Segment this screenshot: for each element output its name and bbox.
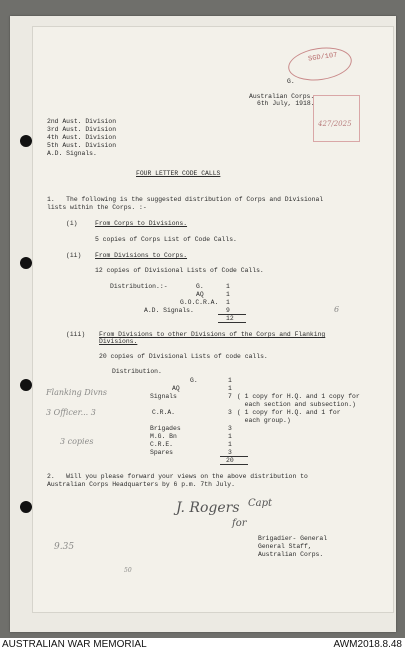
sign-block-line-2: General Staff, xyxy=(258,543,312,550)
para2-line1: 2. Will you please forward your views on the above distribution to xyxy=(47,473,308,480)
punch-hole-2 xyxy=(20,257,32,269)
header-date: 6th July, 1918. xyxy=(257,100,315,107)
section-iii-total: 20 xyxy=(226,457,234,464)
section-ii-heading: From Divisions to Corps. xyxy=(95,252,188,259)
section-iii-heading-1: From Divisions to other Divisions of the Corps and Flanking xyxy=(99,331,326,338)
section-i-text: 5 copies of Corps List of Code Calls. xyxy=(95,236,237,243)
section-iii-row-value: 3 xyxy=(228,409,232,416)
section-ii-number: (ii) xyxy=(66,252,82,259)
handwritten-folio: 9.35 xyxy=(54,542,75,552)
signature-rank: Capt xyxy=(248,498,273,509)
handwritten-page: 50 xyxy=(124,567,132,574)
distribution-line-2: 3rd Aust. Division xyxy=(47,126,117,133)
header-corps: Australian Corps. xyxy=(249,93,315,100)
section-ii-row-key: A.D. Signals. xyxy=(144,307,194,314)
section-iii-row-note: each section and subsection.) xyxy=(237,401,356,408)
section-iii-row-value: 3 xyxy=(228,425,232,432)
footer-accession-number: AWM2018.8.48 xyxy=(333,639,402,650)
footer-bar xyxy=(0,638,405,653)
section-ii-row-value: 1 xyxy=(226,283,230,290)
section-iii-row-note: each group.) xyxy=(237,417,291,424)
section-iii-row-key: C.R.E. xyxy=(150,441,174,448)
section-ii-row-value: 1 xyxy=(226,299,230,306)
total-rule xyxy=(220,464,248,465)
para1-line1: 1. The following is the suggested distribution of Corps and Divisional xyxy=(47,196,324,203)
section-iii-row-key: Signals xyxy=(150,393,177,400)
distribution-line-5: A.D. Signals. xyxy=(47,150,97,157)
section-i-number: (i) xyxy=(66,220,78,227)
footer-institution: AUSTRALIAN WAR MEMORIAL xyxy=(2,639,147,650)
handwritten-note: 3 Officer... 3 xyxy=(46,408,96,417)
received-stamp xyxy=(313,95,360,142)
section-iii-row-value: 7 xyxy=(228,393,232,400)
section-iii-row-key: AQ xyxy=(172,385,180,392)
section-ii-row-value: 1 xyxy=(226,291,230,298)
section-iii-row-note: ( 1 copy for H.Q. and 1 for xyxy=(237,409,341,416)
distribution-line-4: 5th Aust. Division xyxy=(47,142,117,149)
section-i-heading: From Corps to Divisions. xyxy=(95,220,188,227)
stamp-ref: 427/2025 xyxy=(318,120,352,128)
section-iii-text: 20 copies of Divisional Lists of code calls. xyxy=(99,353,268,360)
section-ii-row-key: G. xyxy=(196,283,204,290)
distribution-line-1: 2nd Aust. Division xyxy=(47,118,117,125)
header-g: G. xyxy=(287,78,295,85)
para1-line2: lists within the Corps. :- xyxy=(47,204,147,211)
stamp-file-number: SGD/107 xyxy=(307,51,338,64)
sign-block-line-1: Brigadier- General xyxy=(258,535,328,542)
section-iii-distribution-label: Distribution. xyxy=(112,368,162,375)
section-iii-row-key: G. xyxy=(190,377,198,384)
punch-hole-3 xyxy=(20,379,32,391)
total-rule xyxy=(218,322,246,323)
sign-block-line-3: Australian Corps. xyxy=(258,551,324,558)
section-iii-row-value: 1 xyxy=(228,441,232,448)
signature-for: for xyxy=(232,518,247,529)
signature-name: J. Rogers xyxy=(176,500,240,516)
section-iii-number: (iii) xyxy=(66,331,86,338)
section-ii-total: 12 xyxy=(226,315,234,322)
section-iii-row-key: C.R.A. xyxy=(152,409,176,416)
section-ii-text: 12 copies of Divisional Lists of Code Calls. xyxy=(95,267,264,274)
document-title: FOUR LETTER CODE CALLS xyxy=(136,170,221,177)
para2-line2: Australian Corps Headquarters by 6 p.m. 7th July. xyxy=(47,481,235,488)
margin-mark: 6 xyxy=(334,305,340,314)
section-ii-distribution-label: Distribution.:- xyxy=(110,283,168,290)
section-iii-row-value: 3 xyxy=(228,449,232,456)
section-iii-heading-2: Divisions. xyxy=(99,338,138,345)
total-rule xyxy=(220,456,248,457)
section-iii-row-value: 1 xyxy=(228,433,232,440)
section-iii-row-key: Brigades xyxy=(150,425,181,432)
section-iii-row-value: 1 xyxy=(228,385,232,392)
punch-hole-4 xyxy=(20,501,32,513)
section-iii-row-value: 1 xyxy=(228,377,232,384)
handwritten-flanking: Flanking Divns xyxy=(46,388,108,397)
distribution-line-3: 4th Aust. Division xyxy=(47,134,117,141)
section-ii-row-key: AQ xyxy=(196,291,204,298)
handwritten-copies: 3 copies xyxy=(60,437,94,446)
section-iii-row-note: ( 1 copy for H.Q. and 1 copy for xyxy=(237,393,360,400)
section-iii-row-key: M.G. Bn xyxy=(150,433,177,440)
section-ii-row-key: G.O.C.R.A. xyxy=(180,299,219,306)
punch-hole-1 xyxy=(20,135,32,147)
section-ii-row-value: 9 xyxy=(226,307,230,314)
section-iii-row-key: Spares xyxy=(150,449,174,456)
